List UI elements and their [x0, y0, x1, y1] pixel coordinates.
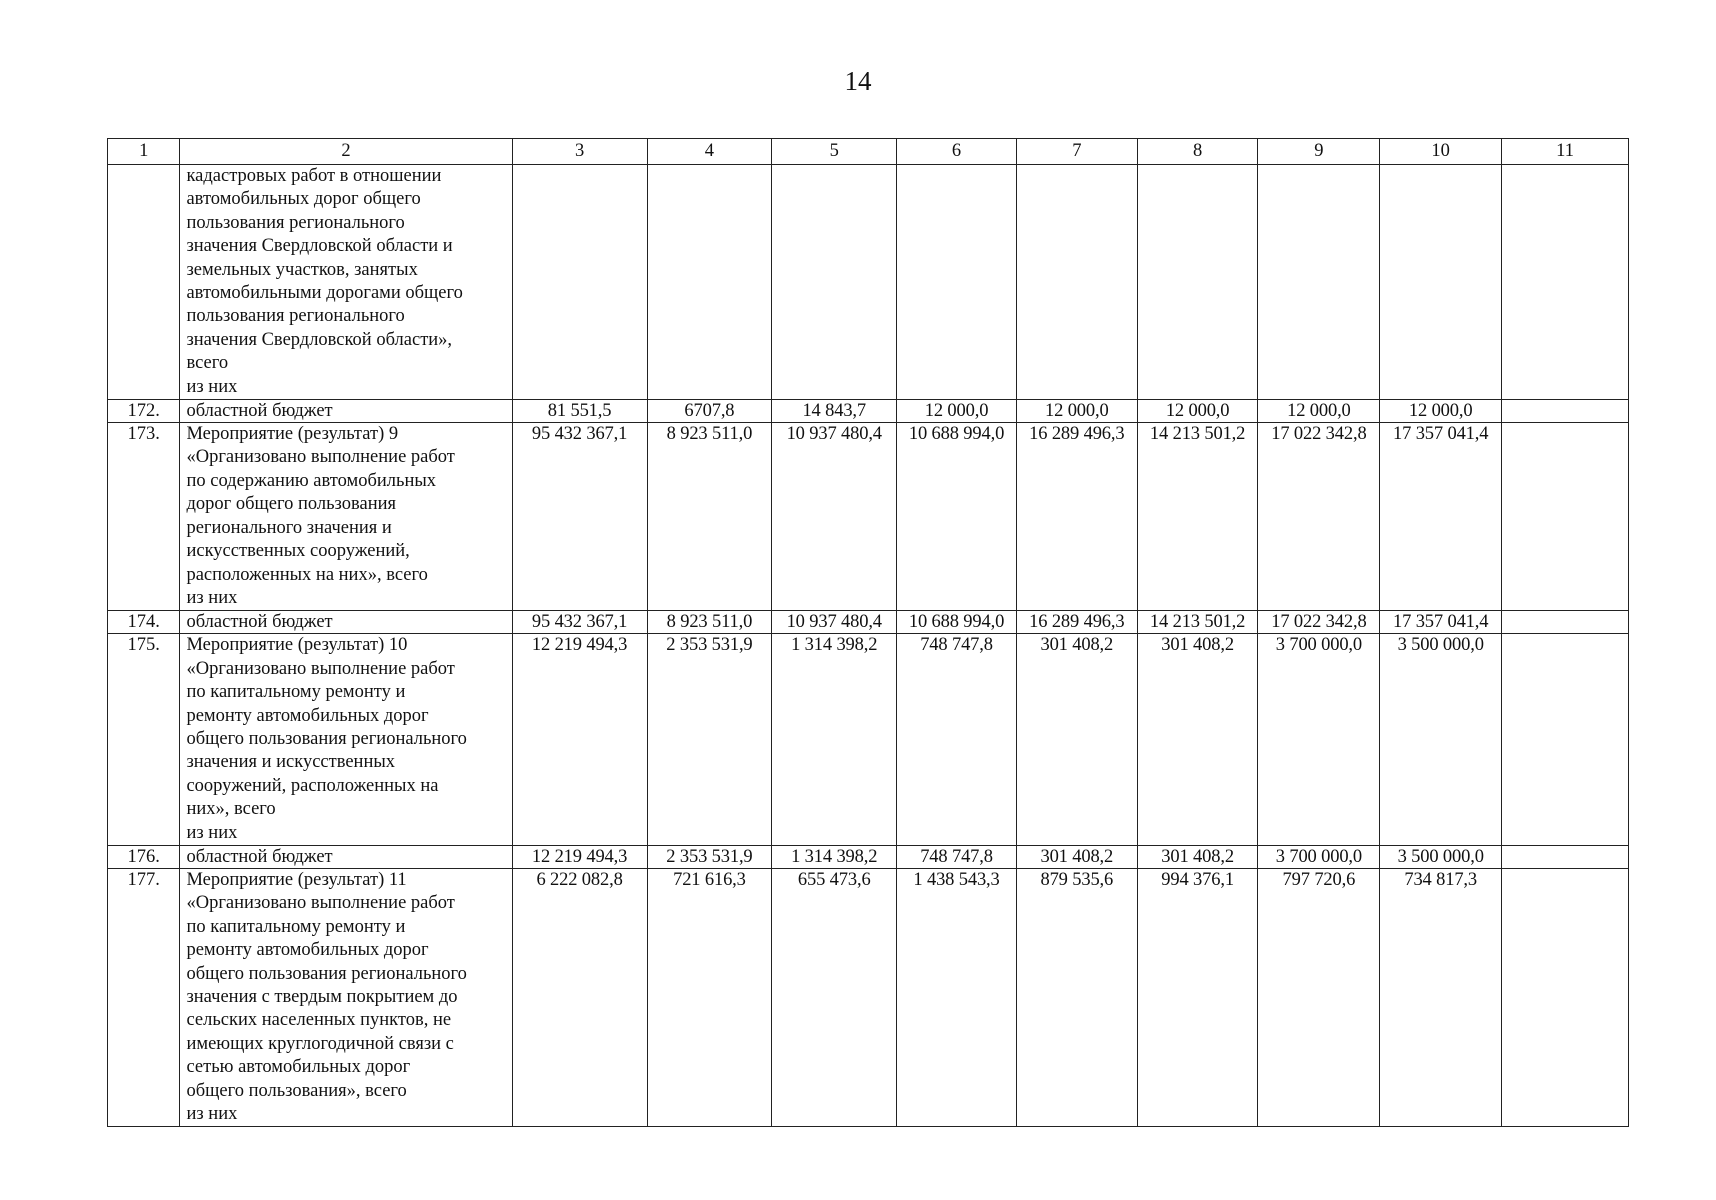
page-number: 14	[844, 66, 872, 96]
value-cell-col-11	[1502, 845, 1629, 868]
value-cell-col-9: 797 720,6	[1258, 868, 1380, 1126]
value-cell-col-9: 3 700 000,0	[1258, 845, 1380, 868]
row-name-line: по капитальному ремонту и	[186, 916, 406, 937]
value-cell-col-10: 3 500 000,0	[1380, 634, 1502, 846]
column-header-4: 4	[647, 139, 772, 165]
value-cell-col-11	[1502, 634, 1629, 846]
value-cell-col-9: 17 022 342,8	[1258, 611, 1380, 634]
value-cell-col-9: 12 000,0	[1258, 400, 1380, 423]
column-header-6: 6	[897, 139, 1017, 165]
row-name-line: сооружений, расположенных на	[186, 775, 439, 796]
row-name-line: по капитальному ремонту и	[186, 682, 406, 703]
row-name-line: из них	[186, 587, 238, 608]
value-cell-col-11	[1502, 611, 1629, 634]
column-header-8: 8	[1137, 139, 1258, 165]
row-name-line: из них	[186, 376, 238, 397]
value-cell-col-5: 10 937 480,4	[772, 611, 897, 634]
row-name-line: ремонту автомобильных дорог	[186, 705, 429, 726]
row-name-line: общего пользования регионального	[186, 728, 467, 749]
column-header-9: 9	[1258, 139, 1380, 165]
row-name-line: искусственных сооружений,	[186, 541, 410, 562]
value-cell-col-6	[897, 165, 1017, 400]
value-cell-col-8: 14 213 501,2	[1137, 611, 1258, 634]
value-cell-col-8: 994 376,1	[1137, 868, 1258, 1126]
row-name	[180, 423, 512, 611]
value-cell-col-5: 14 843,7	[772, 400, 897, 423]
value-cell-col-7: 12 000,0	[1016, 400, 1137, 423]
value-cell-col-10: 734 817,3	[1380, 868, 1502, 1126]
row-name-line: Мероприятие (результат) 11	[186, 869, 407, 890]
row-name-line: из них	[186, 822, 238, 843]
column-header-1: 1	[108, 139, 180, 165]
row-name-line: кадастровых работ в отношении	[186, 166, 442, 186]
value-cell-col-8: 301 408,2	[1137, 845, 1258, 868]
value-cell-col-9: 17 022 342,8	[1258, 423, 1380, 611]
value-cell-col-4: 8 923 511,0	[647, 423, 772, 611]
value-cell-col-11	[1502, 165, 1629, 400]
value-cell-col-11	[1502, 400, 1629, 423]
table-body	[108, 139, 1629, 1127]
row-name-line: областной бюджет	[186, 612, 333, 633]
value-cell-col-6: 1 438 543,3	[897, 868, 1017, 1126]
row-name-line: «Организовано выполнение работ	[186, 447, 455, 468]
value-cell-col-3: 95 432 367,1	[512, 423, 647, 611]
column-header-2: 2	[180, 139, 512, 165]
row-name-line: Мероприятие (результат) 10	[186, 635, 408, 656]
value-cell-col-6: 10 688 994,0	[897, 611, 1017, 634]
row-number	[108, 165, 180, 400]
row-name-line: пользования регионального	[186, 306, 405, 327]
column-number-header-row	[108, 139, 1629, 165]
row-name-line: расположенных на них», всего	[186, 564, 428, 585]
value-cell-col-4: 8 923 511,0	[647, 611, 772, 634]
row-name-line: сельских населенных пунктов, не	[186, 1010, 452, 1031]
row-name-line: «Организовано выполнение работ	[186, 893, 455, 914]
row-number: 176.	[108, 845, 180, 868]
row-name-line: Мероприятие (результат) 9	[186, 424, 399, 445]
value-cell-col-7: 16 289 496,3	[1016, 423, 1137, 611]
row-name	[180, 165, 512, 400]
value-cell-col-9: 3 700 000,0	[1258, 634, 1380, 846]
table-row	[108, 634, 1629, 846]
row-name-line: автомобильными дорогами общего	[186, 283, 463, 304]
row-name-line: имеющих круглогодичной связи с	[186, 1033, 454, 1054]
budget-table	[107, 138, 1629, 1127]
row-name-line: значения с твердым покрытием до	[186, 987, 458, 1007]
row-name-line: дорог общего пользования	[186, 494, 397, 515]
value-cell-col-5	[772, 165, 897, 400]
value-cell-col-8	[1137, 165, 1258, 400]
value-cell-col-10: 17 357 041,4	[1380, 611, 1502, 634]
value-cell-col-9	[1258, 165, 1380, 400]
row-number: 172.	[108, 400, 180, 423]
row-name-line: регионального значения и	[186, 517, 392, 538]
row-number: 177.	[108, 868, 180, 1126]
value-cell-col-7: 301 408,2	[1016, 634, 1137, 846]
row-number: 175.	[108, 634, 180, 846]
table-row	[108, 400, 1629, 423]
value-cell-col-7: 301 408,2	[1016, 845, 1137, 868]
value-cell-col-8: 12 000,0	[1137, 400, 1258, 423]
row-name	[180, 868, 512, 1126]
row-name-line: из них	[186, 1104, 238, 1125]
row-name-line: них», всего	[186, 799, 276, 820]
row-name	[180, 611, 512, 634]
column-header-10: 10	[1380, 139, 1502, 165]
table-row	[108, 611, 1629, 634]
value-cell-col-4: 2 353 531,9	[647, 634, 772, 846]
row-name-line: ремонту автомобильных дорог	[186, 940, 429, 961]
table-row	[108, 165, 1629, 400]
value-cell-col-3: 12 219 494,3	[512, 845, 647, 868]
value-cell-col-5: 655 473,6	[772, 868, 897, 1126]
row-name-line: общего пользования», всего	[186, 1080, 407, 1101]
value-cell-col-8: 301 408,2	[1137, 634, 1258, 846]
row-name-line: областной бюджет	[186, 401, 333, 422]
value-cell-col-11	[1502, 868, 1629, 1126]
row-name-line: автомобильных дорог общего	[186, 189, 421, 210]
value-cell-col-7: 879 535,6	[1016, 868, 1137, 1126]
table-row	[108, 423, 1629, 611]
value-cell-col-5: 10 937 480,4	[772, 423, 897, 611]
row-name	[180, 400, 512, 423]
value-cell-col-6: 12 000,0	[897, 400, 1017, 423]
value-cell-col-5: 1 314 398,2	[772, 634, 897, 846]
value-cell-col-7: 16 289 496,3	[1016, 611, 1137, 634]
row-name-line: всего	[186, 353, 229, 374]
column-header-3: 3	[512, 139, 647, 165]
row-name-line: областной бюджет	[186, 846, 333, 867]
column-header-5: 5	[772, 139, 897, 165]
value-cell-col-3: 95 432 367,1	[512, 611, 647, 634]
row-number: 174.	[108, 611, 180, 634]
row-name-line: значения Свердловской области и	[186, 236, 453, 257]
column-header-7: 7	[1016, 139, 1137, 165]
row-name	[180, 845, 512, 868]
value-cell-col-10: 3 500 000,0	[1380, 845, 1502, 868]
value-cell-col-11	[1502, 423, 1629, 611]
value-cell-col-3: 6 222 082,8	[512, 868, 647, 1126]
row-name	[180, 634, 512, 846]
row-number: 173.	[108, 423, 180, 611]
value-cell-col-4: 2 353 531,9	[647, 845, 772, 868]
value-cell-col-3	[512, 165, 647, 400]
value-cell-col-5: 1 314 398,2	[772, 845, 897, 868]
row-name-line: пользования регионального	[186, 212, 405, 233]
value-cell-col-8: 14 213 501,2	[1137, 423, 1258, 611]
value-cell-col-10	[1380, 165, 1502, 400]
value-cell-col-10: 12 000,0	[1380, 400, 1502, 423]
row-name-line: значения и искусственных	[186, 752, 396, 773]
table-row	[108, 845, 1629, 868]
row-name-line: сетью автомобильных дорог	[186, 1057, 411, 1078]
row-name-line: по содержанию автомобильных	[186, 470, 437, 491]
value-cell-col-4: 721 616,3	[647, 868, 772, 1126]
row-name-line: значения Свердловской области»,	[186, 329, 453, 350]
value-cell-col-6: 748 747,8	[897, 634, 1017, 846]
value-cell-col-6: 10 688 994,0	[897, 423, 1017, 611]
value-cell-col-3: 81 551,5	[512, 400, 647, 423]
value-cell-col-4	[647, 165, 772, 400]
column-header-11: 11	[1502, 139, 1629, 165]
value-cell-col-7	[1016, 165, 1137, 400]
value-cell-col-10: 17 357 041,4	[1380, 423, 1502, 611]
value-cell-col-3: 12 219 494,3	[512, 634, 647, 846]
value-cell-col-4: 6707,8	[647, 400, 772, 423]
row-name-line: земельных участков, занятых	[186, 259, 418, 280]
table-row	[108, 868, 1629, 1126]
row-name-line: общего пользования регионального	[186, 963, 467, 984]
value-cell-col-6: 748 747,8	[897, 845, 1017, 868]
row-name-line: «Организовано выполнение работ	[186, 658, 455, 679]
